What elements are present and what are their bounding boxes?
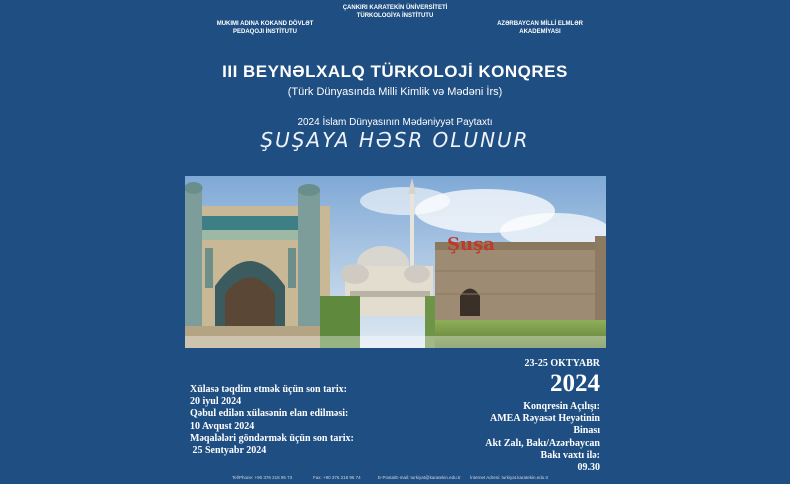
poster-title: III BEYNƏLXALQ TÜRKOLOJİ KONQRES xyxy=(222,62,568,81)
event-date-range: 23-25 OKTYABR xyxy=(524,358,600,369)
institution-kokand-line2: PEDAQOJI İNSTİTUTU xyxy=(232,29,297,35)
poster-subtitle: (Türk Dünyasında Milli Kimlik və Mədəni İrs) xyxy=(287,86,503,98)
opening-time: 09.30 xyxy=(577,462,600,474)
deadline-abstract-label: Xülasə təqdim etmək üçün son tarix: xyxy=(190,384,347,395)
deadline-acceptance-date: 10 Avqust 2024 xyxy=(190,420,255,432)
event-dates-block xyxy=(462,358,600,474)
landmarks-photo-collage xyxy=(185,176,606,348)
dedication-heading: ŞUŞAYA HƏSR OLUNUR xyxy=(260,128,530,152)
institution-cankiri-line1: ÇANKIRI KARATEKİN ÜNİVERSİTETİ xyxy=(342,5,448,11)
event-details xyxy=(462,401,600,474)
venue-hall: Akt Zalı, Bakı/Azərbaycan xyxy=(485,437,600,449)
capital-line: 2024 İslam Dünyasının Mədəniyyət Paytaxtı xyxy=(297,117,493,128)
deadline-acceptance-label: Qəbul edilən xülasənin elan edilməsi: xyxy=(190,408,349,420)
deadline-abstract-date: 20 iyul 2024 xyxy=(190,396,242,408)
institution-kokand xyxy=(205,20,325,36)
deadline-paper-label: Məqalələri göndərmək üçün son tarix: xyxy=(190,432,354,444)
shusha-sign: Şuşa xyxy=(447,234,495,255)
event-year: 2024 xyxy=(550,370,600,397)
kokand-palace-drawing xyxy=(185,182,330,348)
institution-cankiri-line2: TÜRKOLOGİYA İNSTİTUTU xyxy=(356,13,434,19)
institution-amea-line1: AZƏRBAYCAN MİLLİ ELMLƏR xyxy=(497,21,583,27)
institution-kokand-line1: MUKIMI ADINA KOKAND DÖVLƏT xyxy=(216,21,314,27)
institution-cankiri xyxy=(335,4,455,20)
contact-website: İnternet Adresi: turkiyat.karatekin.edu.tr xyxy=(470,475,549,480)
contact-phone: Tel/Phone: +90 376 218 95 73 xyxy=(232,475,293,480)
deadlines-block xyxy=(190,384,354,457)
institution-amea-line2: AKADEMİYASI xyxy=(519,29,561,35)
local-time-label: Bakı vaxtı ilə: xyxy=(540,449,600,461)
contact-email: E-Posta/E-mail: turkiyat@karatekin.edu.tr xyxy=(378,475,461,480)
opening-label: Konqresin Açılışı: xyxy=(523,401,600,412)
venue-building: AMEA Rəyasət Heyətinin Binası xyxy=(490,413,600,437)
deadline-paper-date: 25 Sentyabr 2024 xyxy=(190,445,267,457)
institution-amea xyxy=(480,20,600,36)
contact-fax: Fax: +90 376 218 95 74 xyxy=(313,475,361,480)
shusha-fortress-drawing xyxy=(435,234,606,348)
